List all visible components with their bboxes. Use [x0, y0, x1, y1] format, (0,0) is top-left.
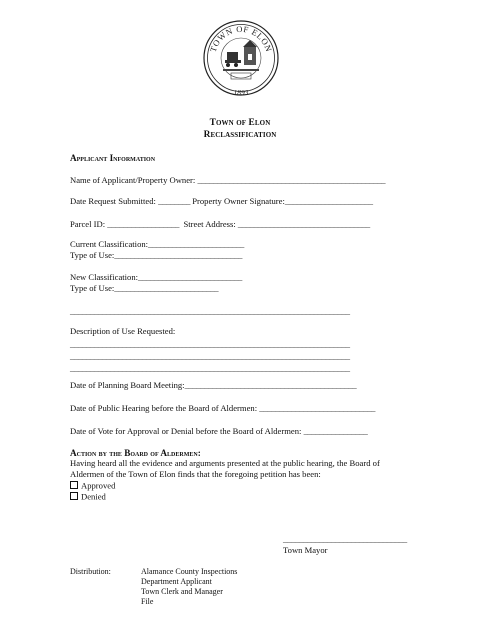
new-type-of-use-field[interactable]: __________________________: [114, 283, 219, 293]
parcel-id-label: Parcel ID:: [70, 219, 106, 229]
parcel-address-row: [70, 220, 370, 230]
description-field-line-1[interactable]: ______________________________________________________________________: [70, 339, 350, 349]
new-classification-row: [70, 273, 242, 283]
distribution-item: Alamance County Inspections: [141, 567, 238, 576]
parcel-id-field[interactable]: __________________: [107, 219, 180, 229]
public-hearing-row: [70, 404, 375, 414]
description-field-line-2[interactable]: ______________________________________________________________________: [70, 351, 350, 361]
current-classification-label: Current Classification:: [70, 239, 149, 249]
seal-ring-text: TOWN OF ELON: [207, 23, 275, 54]
board-action-heading: Action by the Board of Aldermen:: [70, 448, 201, 458]
public-hearing-label: Date of Public Hearing before the Board of Aldermen:: [70, 403, 258, 413]
applicant-name-label: Name of Applicant/Property Owner:: [70, 175, 196, 185]
description-field-line-3[interactable]: ______________________________________________________________________: [70, 363, 350, 373]
applicant-info-heading: Applicant Information: [70, 153, 156, 163]
planning-board-field[interactable]: ___________________________________________: [184, 380, 357, 390]
distribution-item: File: [141, 597, 154, 606]
applicant-name-field[interactable]: _______________________________________________: [197, 175, 386, 185]
current-classification-row: [70, 240, 244, 250]
seal-year: 1893: [233, 88, 249, 97]
planning-board-label: Date of Planning Board Meeting:: [70, 380, 185, 390]
distribution-item: Department Applicant: [141, 577, 212, 586]
denied-label: Denied: [81, 491, 106, 502]
owner-signature-label: Property Owner Signature:: [192, 196, 285, 206]
approved-label: Approved: [81, 480, 116, 491]
new-classification-field[interactable]: __________________________: [138, 272, 242, 282]
new-classification-label: New Classification:: [70, 272, 139, 282]
planning-board-row: [70, 381, 356, 391]
new-type-of-use-row: [70, 284, 218, 294]
mayor-signature-caption: Town Mayor: [283, 545, 328, 555]
distribution-label: Distribution:: [70, 567, 111, 576]
board-paragraph-line-2: Aldermen of the Town of Elon finds that the foregoing petition has been:: [70, 469, 321, 479]
vote-date-field[interactable]: ________________: [303, 426, 368, 436]
date-signature-row: [70, 197, 373, 207]
svg-text:TOWN OF ELON: [208, 24, 274, 53]
mayor-signature-field[interactable]: _______________________________: [283, 534, 407, 544]
town-seal-graphic: [201, 14, 281, 104]
current-classification-field[interactable]: ________________________: [148, 239, 244, 249]
approved-option[interactable]: [70, 481, 115, 491]
owner-signature-field[interactable]: ______________________: [284, 196, 373, 206]
separator-line: ______________________________________________________________________: [70, 306, 350, 316]
denied-checkbox[interactable]: [70, 492, 78, 500]
date-submitted-label: Date Request Submitted:: [70, 196, 156, 206]
current-type-of-use-row: [70, 251, 242, 261]
approved-checkbox[interactable]: [70, 481, 78, 489]
applicant-name-row: [70, 176, 385, 186]
description-label: Description of Use Requested:: [70, 326, 176, 336]
vote-date-label: Date of Vote for Approval or Denial before the Board of Aldermen:: [70, 426, 302, 436]
denied-option[interactable]: [70, 492, 106, 502]
document-title: Town of Elon: [209, 118, 271, 128]
vote-date-row: [70, 427, 368, 437]
public-hearing-field[interactable]: _____________________________: [259, 403, 376, 413]
distribution-item: Town Clerk and Manager: [141, 587, 223, 596]
current-type-of-use-label: Type of Use:: [70, 250, 115, 260]
document-subtitle: Reclassification: [203, 130, 277, 140]
new-type-of-use-label: Type of Use:: [70, 283, 115, 293]
town-seal: [201, 14, 281, 104]
street-address-field[interactable]: _________________________________: [237, 219, 370, 229]
date-submitted-field[interactable]: ________: [158, 196, 191, 206]
board-paragraph-line-1: Having heard all the evidence and arguments presented at the public hearing, the Board of: [70, 458, 380, 468]
current-type-of-use-field[interactable]: ________________________________: [114, 250, 243, 260]
street-address-label: Street Address:: [183, 219, 236, 229]
